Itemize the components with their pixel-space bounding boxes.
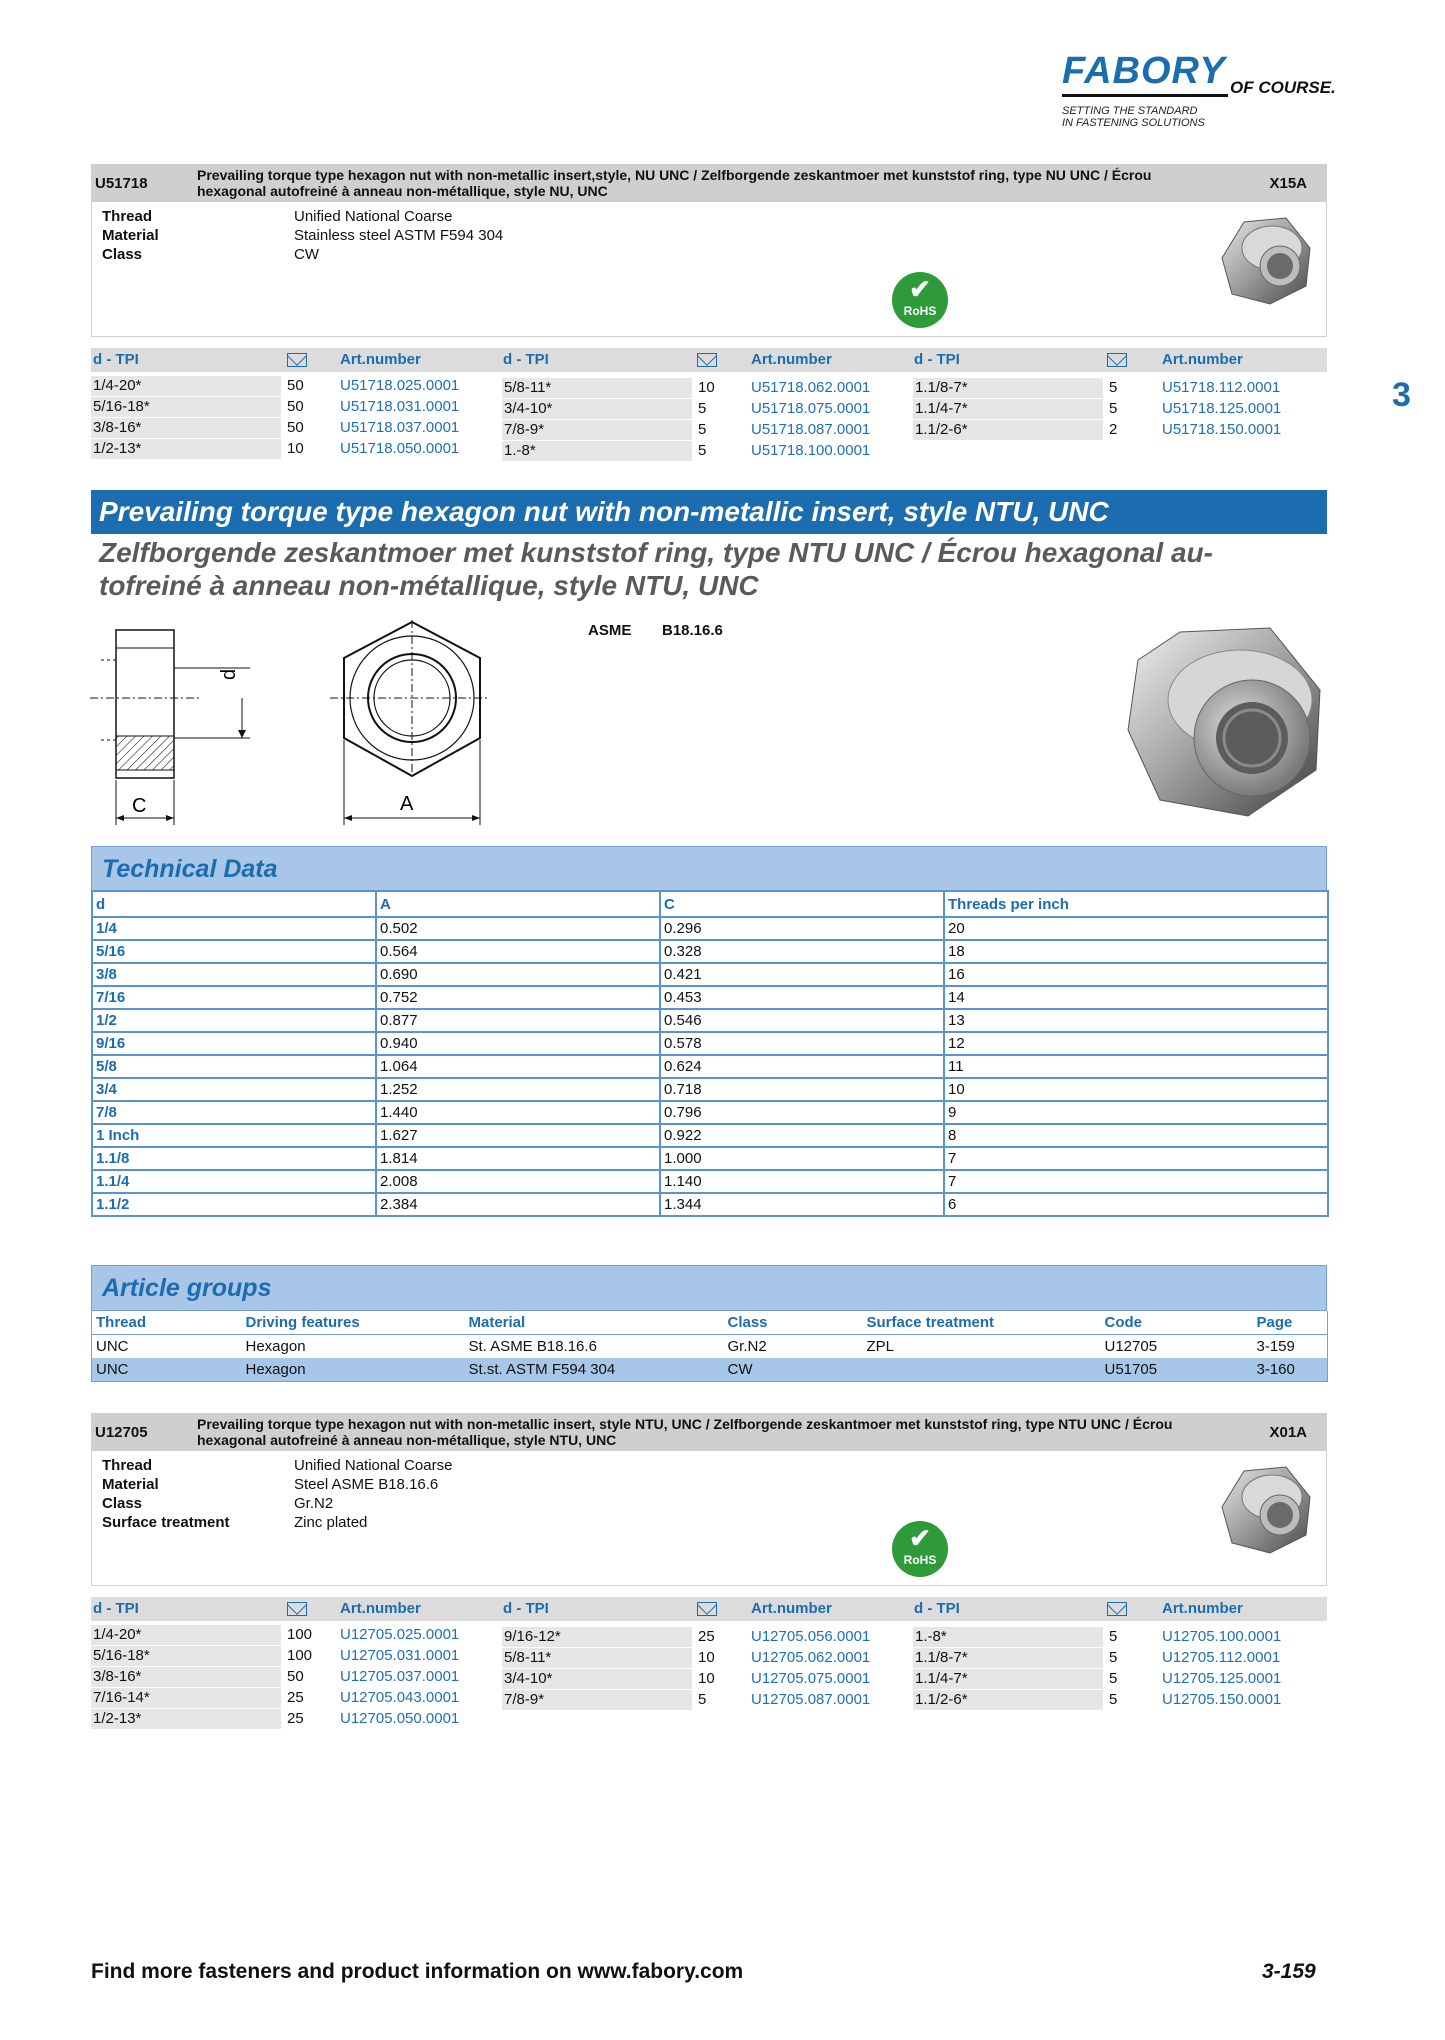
envelope-icon (287, 353, 307, 367)
size-cell: 1.1/8 (92, 1147, 376, 1170)
product-properties-box (91, 202, 1327, 337)
logo-tagline-2: IN FASTENING SOLUTIONS (1062, 117, 1205, 129)
value-cell: 1.344 (660, 1193, 944, 1216)
column-header: Material (465, 1311, 724, 1335)
tpi-cell: 3/8-16* (91, 1667, 281, 1687)
table-row (92, 1124, 1328, 1147)
article-number-link[interactable]: U12705.087.0001 (751, 1691, 871, 1708)
tpi-cell: 5/8-11* (502, 378, 692, 398)
product-header (91, 1413, 1327, 1451)
table-row (92, 917, 1328, 940)
article-number-link[interactable]: U12705.062.0001 (751, 1649, 871, 1666)
table-row (92, 1101, 1328, 1124)
col-header-tpi: d - TPI (503, 351, 549, 368)
group-cell: Gr.N2 (727, 1338, 767, 1355)
quantity-cell: 50 (287, 1668, 304, 1685)
tpi-cell: 1.1/8-7* (913, 378, 1103, 398)
article-number-link[interactable]: U51718.125.0001 (1162, 400, 1282, 417)
section-subtitle: Zelfborgende zeskantmoer met kunststof ring, type NTU UNC / Écrou hexagonal au-tofreiné à anneau non-métallique, style NTU, UNC (99, 537, 1213, 601)
value-cell: 1.064 (376, 1055, 660, 1078)
product-code: U51718 (95, 175, 148, 192)
size-cell: 1/2 (92, 1009, 376, 1032)
value-cell: 0.624 (660, 1055, 944, 1078)
quantity-cell: 5 (698, 442, 707, 459)
group-cell: St. ASME B18.16.6 (468, 1338, 597, 1355)
article-number-link[interactable]: U51718.062.0001 (751, 379, 871, 396)
tpi-cell: 3/8-16* (91, 418, 281, 438)
col-header-art: Art.number (751, 351, 832, 368)
section-title-bar (91, 490, 1327, 534)
value-cell: 0.453 (660, 986, 944, 1009)
value-cell: 10 (944, 1078, 1328, 1101)
quantity-cell: 100 (287, 1647, 313, 1664)
property-key: Thread (102, 1457, 153, 1474)
value-cell: 0.877 (376, 1009, 660, 1032)
column-header: C (660, 891, 944, 917)
size-cell: 9/16 (92, 1032, 376, 1055)
table-row (92, 1170, 1328, 1193)
value-cell: 14 (944, 986, 1328, 1009)
value-cell: 0.922 (660, 1124, 944, 1147)
size-cell: 5/16 (92, 940, 376, 963)
quantity-cell: 5 (1109, 379, 1118, 396)
article-groups-header (91, 1265, 1327, 1311)
standard-value: B18.16.6 (662, 622, 723, 639)
envelope-icon (1107, 1602, 1127, 1616)
value-cell: 1.440 (376, 1101, 660, 1124)
property-value: Zinc plated (294, 1514, 368, 1531)
envelope-icon (287, 1602, 307, 1616)
table-row (92, 986, 1328, 1009)
size-cell: 5/8 (92, 1055, 376, 1078)
size-cell: 3/8 (92, 963, 376, 986)
table-row (92, 1147, 1328, 1170)
quantity-cell: 5 (698, 1691, 707, 1708)
price-table-header (91, 1597, 1327, 1621)
group-code-cell: U12705 (1104, 1338, 1158, 1355)
quantity-cell: 5 (698, 421, 707, 438)
value-cell: 1.000 (660, 1147, 944, 1170)
quantity-cell: 5 (1109, 1670, 1118, 1687)
table-row (92, 963, 1328, 986)
value-cell: 0.296 (660, 917, 944, 940)
article-number-link[interactable]: U12705.031.0001 (340, 1647, 460, 1664)
col-header-tpi: d - TPI (93, 351, 139, 368)
quantity-cell: 100 (287, 1626, 313, 1643)
property-key: Class (102, 1495, 143, 1512)
tpi-cell: 1/2-13* (91, 439, 281, 459)
value-cell: 11 (944, 1055, 1328, 1078)
tpi-cell: 1.1/8-7* (913, 1648, 1103, 1668)
article-number-link[interactable]: U12705.050.0001 (340, 1710, 460, 1727)
nut-thumbnail-image (1214, 1457, 1318, 1561)
quantity-cell: 10 (287, 440, 304, 457)
tpi-cell: 7/16-14* (91, 1688, 281, 1708)
logo-suffix: OF COURSE. (1230, 78, 1336, 97)
rohs-badge (892, 1521, 948, 1577)
column-header: A (376, 891, 660, 917)
quantity-cell: 5 (1109, 400, 1118, 417)
rohs-label: RoHS (903, 304, 937, 318)
value-cell: 18 (944, 940, 1328, 963)
product-code: U12705 (95, 1424, 148, 1441)
value-cell: 8 (944, 1124, 1328, 1147)
size-cell: 1 Inch (92, 1124, 376, 1147)
column-header: Thread (92, 1311, 242, 1335)
column-header: Page (1253, 1311, 1328, 1335)
value-cell: 1.140 (660, 1170, 944, 1193)
value-cell: 1.627 (376, 1124, 660, 1147)
tpi-cell: 1.-8* (913, 1627, 1103, 1647)
value-cell: 0.718 (660, 1078, 944, 1101)
property-value: Steel ASME B18.16.6 (294, 1476, 439, 1493)
tpi-cell: 3/4-10* (502, 1669, 692, 1689)
article-number-link[interactable]: U51718.112.0001 (1162, 379, 1281, 396)
col-header-art: Art.number (1162, 351, 1243, 368)
size-cell: 1.1/4 (92, 1170, 376, 1193)
rohs-badge (892, 272, 948, 328)
page-number: 3-159 (1262, 1960, 1316, 1983)
quantity-cell: 25 (698, 1628, 715, 1645)
property-key: Thread (102, 208, 153, 225)
size-cell: 3/4 (92, 1078, 376, 1101)
tpi-cell: 1.1/4-7* (913, 1669, 1103, 1689)
column-header: d (92, 891, 376, 917)
quantity-cell: 50 (287, 419, 304, 436)
column-header: Driving features (242, 1311, 465, 1335)
table-header-row (92, 1311, 1328, 1335)
value-cell: 1.252 (376, 1078, 660, 1101)
envelope-icon (697, 353, 717, 367)
price-table-header (91, 348, 1327, 372)
tpi-cell: 1/4-20* (91, 376, 281, 396)
article-number-link[interactable]: U51718.037.0001 (340, 419, 460, 436)
value-cell: 0.328 (660, 940, 944, 963)
group-cell (863, 1358, 1101, 1382)
tpi-cell: 1/2-13* (91, 1709, 281, 1729)
article-number-link[interactable]: U12705.037.0001 (340, 1668, 460, 1685)
quantity-cell: 50 (287, 398, 304, 415)
value-cell: 7 (944, 1147, 1328, 1170)
property-value: Gr.N2 (294, 1495, 334, 1512)
column-header: Threads per inch (944, 891, 1328, 917)
technical-data-title: Technical Data (102, 855, 278, 883)
technical-data-table (91, 890, 1329, 1217)
group-code-cell: U51705 (1101, 1358, 1253, 1382)
table-header-row (92, 891, 1328, 917)
tpi-cell: 1.1/2-6* (913, 420, 1103, 440)
tpi-cell: 1.1/2-6* (913, 1690, 1103, 1710)
property-key: Material (102, 227, 159, 244)
article-number-link[interactable]: U12705.100.0001 (1162, 1628, 1282, 1645)
logo-wordmark: FABORY (1062, 50, 1226, 92)
tpi-cell: 5/16-18* (91, 397, 281, 417)
value-cell: 0.940 (376, 1032, 660, 1055)
quantity-cell: 10 (698, 1649, 715, 1666)
product-description: Prevailing torque type hexagon nut with non-metallic insert,style, NU UNC / Zelfborgende zeskantmoer met kunststof ring, type NU UNC / Écrou hexagonal autofreiné à anneau non-métallique, style NU, UNC (197, 167, 1152, 199)
value-cell: 0.578 (660, 1032, 944, 1055)
quantity-cell: 10 (698, 379, 715, 396)
brand-logo (1062, 50, 1352, 130)
group-cell: UNC (96, 1338, 129, 1355)
size-cell: 1.1/2 (92, 1193, 376, 1216)
value-cell: 0.690 (376, 963, 660, 986)
col-header-tpi: d - TPI (914, 351, 960, 368)
value-cell: 0.546 (660, 1009, 944, 1032)
dim-label-c: C (132, 795, 147, 817)
group-cell: CW (724, 1358, 863, 1382)
side-view-drawing (90, 620, 270, 830)
article-number-link[interactable]: U12705.056.0001 (751, 1628, 871, 1645)
quantity-cell: 25 (287, 1710, 304, 1727)
value-cell: 0.796 (660, 1101, 944, 1124)
envelope-icon (1107, 353, 1127, 367)
value-cell: 13 (944, 1009, 1328, 1032)
value-cell: 2.384 (376, 1193, 660, 1216)
article-number-link[interactable]: U12705.125.0001 (1162, 1670, 1282, 1687)
quantity-cell: 50 (287, 377, 304, 394)
table-row (92, 1032, 1328, 1055)
product-variant-code: X15A (1269, 175, 1307, 192)
article-number-link[interactable]: U12705.043.0001 (340, 1689, 460, 1706)
article-number-link[interactable]: U12705.025.0001 (340, 1626, 460, 1643)
table-row (92, 1009, 1328, 1032)
group-cell: UNC (92, 1358, 242, 1382)
nut-thumbnail-image (1214, 208, 1318, 312)
property-value: Unified National Coarse (294, 208, 453, 225)
product-variant-code: X01A (1269, 1424, 1307, 1441)
article-number-link[interactable]: U51718.031.0001 (340, 398, 460, 415)
property-value: Unified National Coarse (294, 1457, 453, 1474)
col-header-tpi: d - TPI (503, 1600, 549, 1617)
product-header (91, 164, 1327, 202)
page-ref-cell: 3-160 (1253, 1358, 1328, 1382)
col-header-art: Art.number (340, 1600, 421, 1617)
article-number-link[interactable]: U12705.075.0001 (751, 1670, 871, 1687)
product-properties-box (91, 1451, 1327, 1586)
col-header-art: Art.number (340, 351, 421, 368)
article-number-link[interactable]: U51718.075.0001 (751, 400, 871, 417)
tpi-cell: 1.1/4-7* (913, 399, 1103, 419)
top-view-drawing (330, 620, 490, 830)
size-cell: 7/8 (92, 1101, 376, 1124)
table-row (92, 1078, 1328, 1101)
quantity-cell: 5 (1109, 1649, 1118, 1666)
value-cell: 12 (944, 1032, 1328, 1055)
tpi-cell: 1/4-20* (91, 1625, 281, 1645)
col-header-tpi: d - TPI (914, 1600, 960, 1617)
size-cell: 7/16 (92, 986, 376, 1009)
value-cell: 16 (944, 963, 1328, 986)
col-header-tpi: d - TPI (93, 1600, 139, 1617)
standard-label: ASME (588, 622, 632, 639)
quantity-cell: 10 (698, 1670, 715, 1687)
logo-tagline-1: SETTING THE STANDARD (1062, 105, 1198, 117)
quantity-cell: 5 (698, 400, 707, 417)
dim-label-d: d (218, 668, 240, 680)
article-group-row[interactable] (92, 1358, 1328, 1382)
value-cell: 6 (944, 1193, 1328, 1216)
property-key: Class (102, 246, 143, 263)
article-number-link[interactable]: U51718.050.0001 (340, 440, 460, 457)
section-title: Prevailing torque type hexagon nut with non-metallic insert, style NTU, UNC (99, 496, 1109, 527)
dim-label-a: A (400, 793, 414, 815)
envelope-icon (697, 1602, 717, 1616)
product-description: Prevailing torque type hexagon nut with non-metallic insert, style NTU, UNC / Zelfborgende zeskantmoer met kunststof ring, type NTU UNC / Écrou hexagonal autofreiné à anneau non-métallique, style NTU, UNC (197, 1416, 1173, 1448)
group-cell: ZPL (866, 1338, 895, 1355)
rohs-label: RoHS (903, 1553, 937, 1567)
value-cell: 2.008 (376, 1170, 660, 1193)
col-header-art: Art.number (1162, 1600, 1243, 1617)
column-header: Surface treatment (863, 1311, 1101, 1335)
tpi-cell: 9/16-12* (502, 1627, 692, 1647)
tpi-cell: 5/8-11* (502, 1648, 692, 1668)
article-number-link[interactable]: U51718.150.0001 (1162, 421, 1282, 438)
technical-data-header (91, 846, 1327, 892)
col-header-art: Art.number (751, 1600, 832, 1617)
quantity-cell: 2 (1109, 421, 1118, 438)
article-groups-table (91, 1311, 1328, 1382)
article-number-link[interactable]: U51718.025.0001 (340, 377, 460, 394)
group-cell: Hexagon (245, 1338, 306, 1355)
property-value: CW (294, 246, 319, 263)
value-cell: 0.564 (376, 940, 660, 963)
quantity-cell: 5 (1109, 1628, 1118, 1645)
chapter-number: 3 (1392, 376, 1411, 414)
group-cell: St.st. ASTM F594 304 (465, 1358, 724, 1382)
tpi-cell: 7/8-9* (502, 420, 692, 440)
logo-underline (1062, 94, 1228, 97)
tpi-cell: 7/8-9* (502, 1690, 692, 1710)
checkmark-icon: ✔ (909, 1523, 931, 1553)
value-cell: 0.502 (376, 917, 660, 940)
column-header: Class (724, 1311, 863, 1335)
checkmark-icon: ✔ (909, 274, 931, 304)
group-cell: Hexagon (242, 1358, 465, 1382)
value-cell: 0.421 (660, 963, 944, 986)
footer-text: Find more fasteners and product information on www.fabory.com (91, 1960, 744, 1983)
page-ref-cell: 3-159 (1256, 1338, 1295, 1355)
quantity-cell: 5 (1109, 1691, 1118, 1708)
article-groups-title: Article groups (102, 1274, 272, 1302)
table-row (92, 1193, 1328, 1216)
column-header: Code (1101, 1311, 1253, 1335)
size-cell: 1/4 (92, 917, 376, 940)
property-key: Surface treatment (102, 1514, 230, 1531)
property-value: Stainless steel ASTM F594 304 (294, 227, 504, 244)
tpi-cell: 3/4-10* (502, 399, 692, 419)
article-number-link[interactable]: U51718.100.0001 (751, 442, 871, 459)
article-number-link[interactable]: U12705.112.0001 (1162, 1649, 1281, 1666)
article-number-link[interactable]: U12705.150.0001 (1162, 1691, 1282, 1708)
property-key: Material (102, 1476, 159, 1493)
article-group-row[interactable] (92, 1335, 1328, 1359)
value-cell: 0.752 (376, 986, 660, 1009)
tpi-cell: 1.-8* (502, 441, 692, 461)
nut-product-photo (1120, 620, 1330, 820)
tpi-cell: 5/16-18* (91, 1646, 281, 1666)
value-cell: 9 (944, 1101, 1328, 1124)
value-cell: 7 (944, 1170, 1328, 1193)
table-row (92, 1055, 1328, 1078)
quantity-cell: 25 (287, 1689, 304, 1706)
article-number-link[interactable]: U51718.087.0001 (751, 421, 871, 438)
value-cell: 1.814 (376, 1147, 660, 1170)
table-row (92, 940, 1328, 963)
value-cell: 20 (944, 917, 1328, 940)
